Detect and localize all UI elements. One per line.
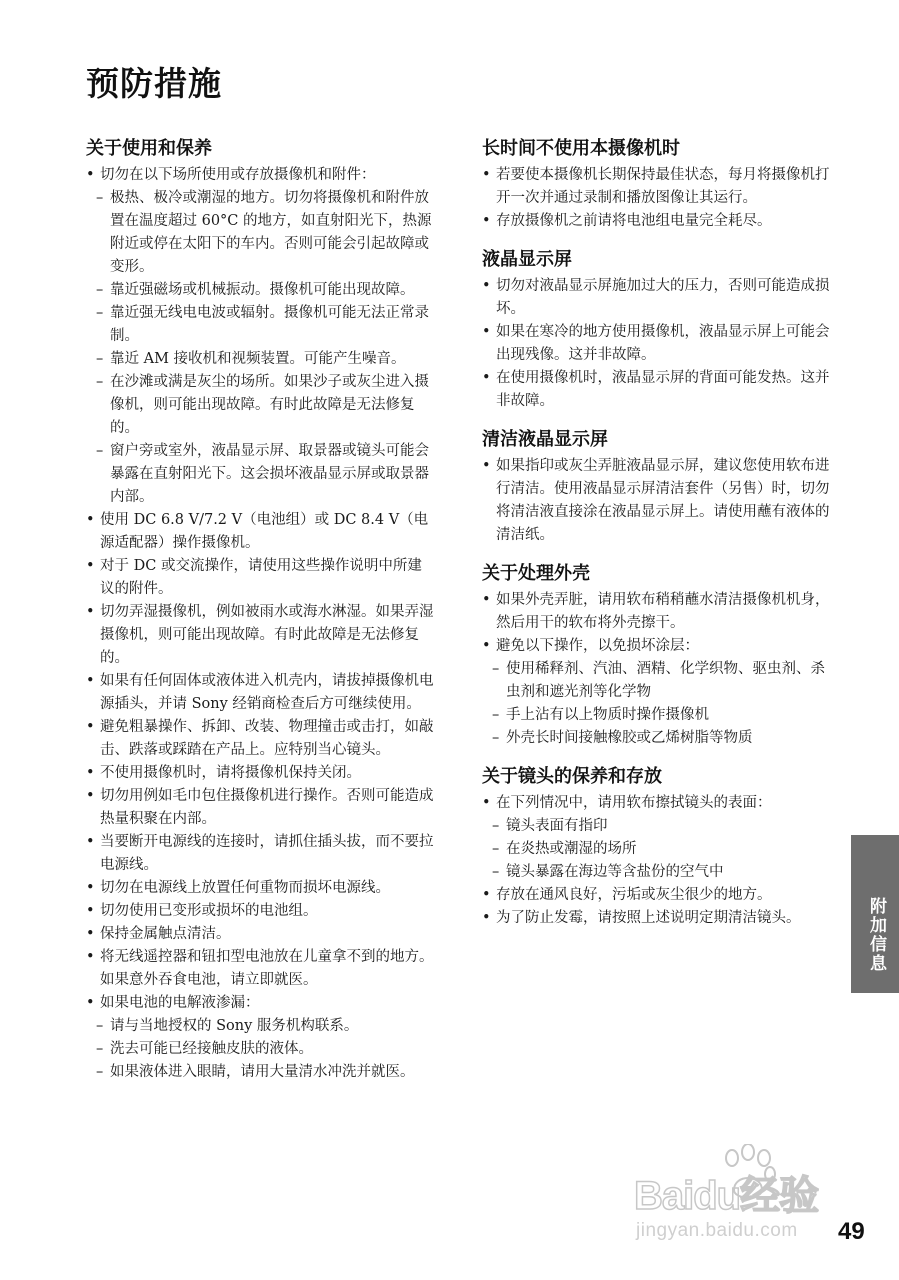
- bullet-marker: •: [86, 512, 95, 528]
- bullet-marker: •: [482, 370, 491, 386]
- sub-list-item: [86, 440, 436, 509]
- dash-marker: –: [96, 443, 104, 459]
- sub-list-item: [482, 658, 832, 704]
- section-heading: 液晶显示屏: [482, 249, 572, 270]
- list-item: [482, 589, 832, 635]
- bullet-marker: •: [86, 558, 95, 574]
- bullet-marker: •: [86, 604, 95, 620]
- list-item: [86, 831, 436, 877]
- dash-marker: –: [96, 351, 104, 367]
- bullet-marker: •: [482, 278, 491, 294]
- list-item: [482, 907, 832, 930]
- bullet-marker: •: [86, 834, 95, 850]
- bullet-marker: •: [86, 765, 95, 781]
- item-text: 存放摄像机之前请将电池组电量完全耗尽。: [496, 213, 772, 229]
- list-item: [86, 670, 436, 716]
- item-text: 切勿在电源线上放置任何重物而损坏电源线。: [100, 880, 390, 896]
- list-item: [86, 946, 436, 992]
- item-text: 使用稀释剂、汽油、酒精、化学织物、驱虫剂、杀虫剂和遮光剂等化学物: [506, 661, 825, 700]
- dash-marker: –: [492, 818, 500, 834]
- bullet-marker: •: [482, 887, 491, 903]
- item-text: 外壳长时间接触橡胶或乙烯树脂等物质: [506, 730, 753, 746]
- dash-marker: –: [96, 305, 104, 321]
- section: [482, 136, 832, 233]
- list-item: [482, 210, 832, 233]
- item-text: 避免粗暴操作、拆卸、改装、物理撞击或击打，如敲击、跌落或踩踏在产品上。应特别当心镜头。: [100, 719, 434, 758]
- sub-list-item: [482, 704, 832, 727]
- list-item: [86, 164, 436, 187]
- item-text: 如果外壳弄脏，请用软布稍稍蘸水清洁摄像机机身，然后用干的软布将外壳擦干。: [496, 592, 830, 631]
- bullet-marker: •: [86, 880, 95, 896]
- section-heading: 清洁液晶显示屏: [482, 429, 608, 450]
- list-item: [86, 877, 436, 900]
- list-item: [86, 762, 436, 785]
- bullet-marker: •: [482, 324, 491, 340]
- list-item: [482, 884, 832, 907]
- item-text: 洗去可能已经接触皮肤的液体。: [110, 1041, 313, 1057]
- list-item: [482, 635, 832, 658]
- list-item: [482, 164, 832, 210]
- bullet-marker: •: [86, 167, 95, 183]
- item-text: 请与当地授权的 Sony 服务机构联系。: [110, 1018, 359, 1034]
- list-item: [482, 792, 832, 815]
- list-item: [86, 509, 436, 555]
- dash-marker: –: [96, 190, 104, 206]
- section: [482, 764, 832, 930]
- bullet-marker: •: [86, 949, 95, 965]
- item-text: 保持金属触点清洁。: [100, 926, 231, 942]
- item-text: 切勿对液晶显示屏施加过大的压力，否则可能造成损坏。: [496, 278, 830, 317]
- bullet-marker: •: [482, 795, 491, 811]
- list-item: [86, 555, 436, 601]
- sub-list-item: [86, 1038, 436, 1061]
- dash-marker: –: [96, 282, 104, 298]
- item-text: 使用 DC 6.8 V/7.2 V（电池组）或 DC 8.4 V（电源适配器）操作摄像机。: [100, 512, 429, 551]
- section-heading: 关于使用和保养: [86, 138, 212, 159]
- sub-list-item: [86, 187, 436, 279]
- item-text: 在沙滩或满是灰尘的场所。如果沙子或灰尘进入摄像机，则可能出现故障。有时此故障是无法修复的。: [110, 374, 429, 436]
- list-item: [86, 716, 436, 762]
- left-column: [86, 136, 436, 1098]
- bullet-marker: •: [86, 788, 95, 804]
- item-text: 极热、极冷或潮湿的地方。切勿将摄像机和附件放置在温度超过 60°C 的地方，如直射阳光下，热源附近或停在太阳下的车内。否则可能会引起故障或变形。: [110, 190, 432, 275]
- dash-marker: –: [96, 1041, 104, 1057]
- item-text: 在使用摄像机时，液晶显示屏的背面可能发热。这并非故障。: [496, 370, 830, 409]
- item-text: 如果指印或灰尘弄脏液晶显示屏，建议您使用软布进行清洁。使用液晶显示屏清洁套件（另售）时，切勿将清洁液直接涂在液晶显示屏上。请使用蘸有液体的清洁纸。: [496, 458, 830, 543]
- bullet-marker: •: [482, 458, 491, 474]
- list-item: [482, 275, 832, 321]
- bullet-marker: •: [86, 719, 95, 735]
- section-heading: 长时间不使用本摄像机时: [482, 138, 680, 159]
- section: [482, 561, 832, 750]
- dash-marker: –: [492, 730, 500, 746]
- sub-list-item: [86, 279, 436, 302]
- item-text: 切勿使用已变形或损坏的电池组。: [100, 903, 318, 919]
- item-text: 切勿用例如毛巾包住摄像机进行操作。否则可能造成热量积聚在内部。: [100, 788, 434, 827]
- item-text: 将无线遥控器和钮扣型电池放在儿童拿不到的地方。如果意外吞食电池，请立即就医。: [100, 949, 434, 988]
- sub-list-item: [86, 1061, 436, 1084]
- page-number: 49: [838, 1218, 865, 1245]
- dash-marker: –: [492, 661, 500, 677]
- item-text: 切勿在以下场所使用或存放摄像机和附件：: [100, 167, 376, 183]
- item-text: 靠近 AM 接收机和视频装置。可能产生噪音。: [110, 351, 406, 367]
- section: [482, 427, 832, 547]
- sub-list-item: [482, 727, 832, 750]
- sub-list-item: [86, 1015, 436, 1038]
- dash-marker: –: [492, 864, 500, 880]
- list-item: [86, 992, 436, 1015]
- section-side-tab: [851, 835, 899, 993]
- sub-list-item: [86, 302, 436, 348]
- list-item: [86, 923, 436, 946]
- item-text: 不使用摄像机时，请将摄像机保持关闭。: [100, 765, 361, 781]
- section: [482, 247, 832, 413]
- dash-marker: –: [492, 841, 500, 857]
- item-text: 手上沾有以上物质时操作摄像机: [506, 707, 709, 723]
- item-text: 窗户旁或室外，液晶显示屏、取景器或镜头可能会暴露在直射阳光下。这会损坏液晶显示屏或取景器内部。: [110, 443, 429, 505]
- section-heading: 关于处理外壳: [482, 563, 590, 584]
- bullet-marker: •: [482, 592, 491, 608]
- bullet-marker: •: [86, 903, 95, 919]
- item-text: 如果液体进入眼睛，请用大量清水冲洗并就医。: [110, 1064, 415, 1080]
- item-text: 镜头暴露在海边等含盐份的空气中: [506, 864, 724, 880]
- item-text: 对于 DC 或交流操作，请使用这些操作说明中所建议的附件。: [100, 558, 422, 597]
- dash-marker: –: [96, 1018, 104, 1034]
- sub-list-item: [86, 371, 436, 440]
- sub-list-item: [482, 838, 832, 861]
- list-item: [482, 455, 832, 547]
- bullet-marker: •: [86, 995, 95, 1011]
- page-title: 预防措施: [86, 64, 222, 104]
- item-text: 为了防止发霉，请按照上述说明定期清洁镜头。: [496, 910, 801, 926]
- dash-marker: –: [492, 707, 500, 723]
- item-text: 存放在通风良好，污垢或灰尘很少的地方。: [496, 887, 772, 903]
- item-text: 如果电池的电解液渗漏：: [100, 995, 260, 1011]
- section-heading: 关于镜头的保养和存放: [482, 766, 662, 787]
- sub-list-item: [86, 348, 436, 371]
- bullet-marker: •: [86, 673, 95, 689]
- bullet-marker: •: [482, 910, 491, 926]
- dash-marker: –: [96, 1064, 104, 1080]
- item-text: 如果在寒冷的地方使用摄像机，液晶显示屏上可能会出现残像。这并非故障。: [496, 324, 830, 363]
- list-item: [482, 321, 832, 367]
- item-text: 在炎热或潮湿的场所: [506, 841, 637, 857]
- item-text: 若要使本摄像机长期保持最佳状态，每月将摄像机打开一次并通过录制和播放图像让其运行。: [496, 167, 830, 206]
- bullet-marker: •: [482, 167, 491, 183]
- item-text: 镜头表面有指印: [506, 818, 608, 834]
- sub-list-item: [482, 861, 832, 884]
- bullet-marker: •: [482, 638, 491, 654]
- item-text: 在下列情况中，请用软布擦拭镜头的表面：: [496, 795, 772, 811]
- item-text: 当要断开电源线的连接时，请抓住插头拔，而不要拉电源线。: [100, 834, 434, 873]
- right-column: [482, 136, 832, 944]
- list-item: [86, 785, 436, 831]
- list-item: [86, 900, 436, 923]
- item-text: 靠近强磁场或机械振动。摄像机可能出现故障。: [110, 282, 415, 298]
- watermark-brand: Baidu经验: [634, 1174, 819, 1218]
- watermark-url: jingyan.baidu.com: [636, 1220, 798, 1241]
- item-text: 避免以下操作，以免损坏涂层：: [496, 638, 699, 654]
- list-item: [86, 601, 436, 670]
- dash-marker: –: [96, 374, 104, 390]
- item-text: 如果有任何固体或液体进入机壳内，请拔掉摄像机电源插头，并请 Sony 经销商检查后方可继续使用。: [100, 673, 434, 712]
- list-item: [482, 367, 832, 413]
- bullet-marker: •: [86, 926, 95, 942]
- sub-list-item: [482, 815, 832, 838]
- baidu-jingyan-watermark: [612, 1150, 837, 1272]
- item-text: 切勿弄湿摄像机，例如被雨水或海水淋湿。如果弄湿摄像机，则可能出现故障。有时此故障是无法修复的。: [100, 604, 434, 666]
- item-text: 靠近强无线电电波或辐射。摄像机可能无法正常录制。: [110, 305, 429, 344]
- bullet-marker: •: [482, 213, 491, 229]
- side-tab-label: 附加信息: [866, 897, 886, 973]
- section: [86, 136, 436, 1084]
